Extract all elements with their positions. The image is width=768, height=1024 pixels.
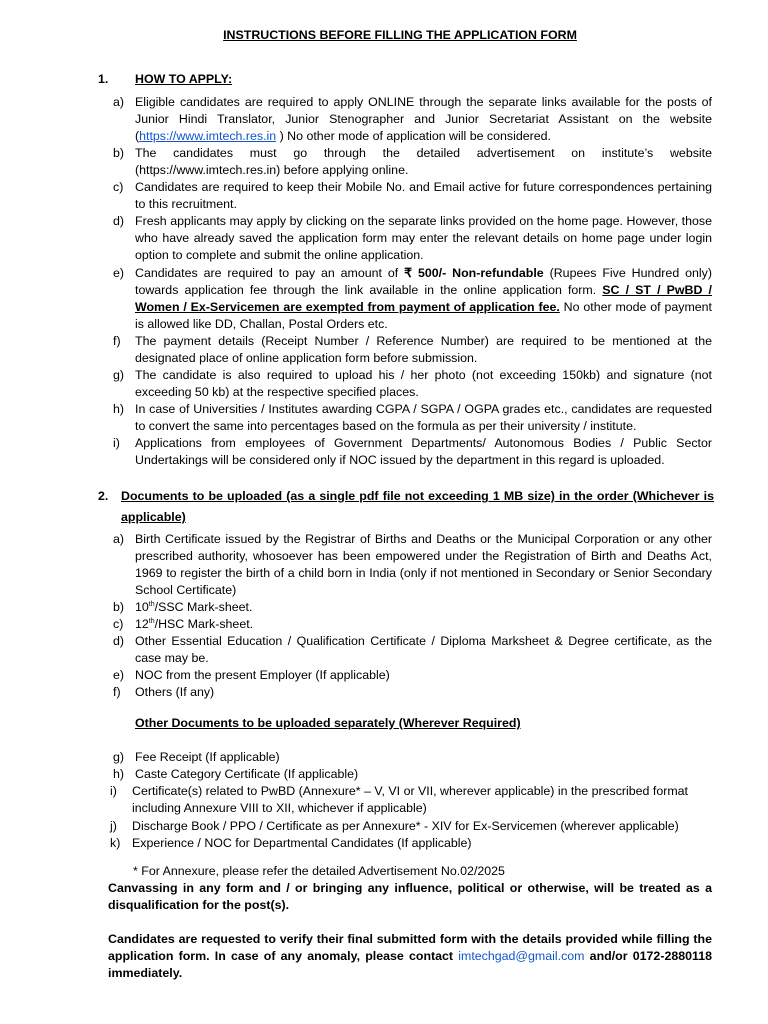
canvassing-warning: Canvassing in any form and / or bringing any influence, political or otherwise, will be treated as a disqualification for the post(s). bbox=[108, 881, 712, 912]
list-item: b) The candidates must go through the detailed advertisement on institute’s website (https://www.imtech.res.in) before applying online. bbox=[113, 146, 712, 177]
verification-notice: Candidates are requested to verify their final submitted form with the details provided while filling the application form. In case of any anomaly, please contact imtechgad@gmail.com and/or 0172-2880118 immediately. bbox=[108, 932, 712, 980]
list-item: e) NOC from the present Employer (If applicable) bbox=[113, 668, 390, 682]
other-documents-heading: Other Documents to be uploaded separately (Wherever Required) bbox=[135, 716, 521, 730]
list-item: d) Other Essential Education / Qualification Certificate / Diploma Marksheet & Degree certificate, as the case may be. bbox=[113, 634, 712, 665]
website-link[interactable]: https://www.imtech.res.in bbox=[139, 129, 277, 143]
list-item: f) The payment details (Receipt Number / Reference Number) are required to be mentioned at the designated place of online application form before submission. bbox=[113, 334, 712, 365]
section-number: 2. bbox=[98, 489, 109, 503]
list-item: i) Certificate(s) related to PwBD (Annexure* – V, VI or VII, wherever applicable) in the prescribed format including Annexure VIII to XII, whichever if applicable) bbox=[110, 784, 688, 815]
list-item: g) Fee Receipt (If applicable) bbox=[113, 750, 280, 764]
list-item: h) Caste Category Certificate (If applicable) bbox=[113, 767, 359, 781]
list-item: b) 10th/SSC Mark-sheet. bbox=[113, 600, 253, 614]
annexure-note: * For Annexure, please refer the detailed Advertisement No.02/2025 bbox=[133, 864, 505, 878]
section-1-heading bbox=[98, 71, 718, 88]
list-item: a) Birth Certificate issued by the Registrar of Births and Deaths or the Municipal Corporation or any other prescribed authority, whosoever has been empowered under the Registration of Birth and Deaths Act, 1969 to register the birth of a child born in India (only if not mentioned in Secondary or Senior Secondary School Certificate) bbox=[113, 532, 712, 597]
list-item: j) Discharge Book / PPO / Certificate as per Annexure* - XIV for Ex-Servicemen (wherever applicable) bbox=[110, 819, 679, 833]
list-item: c) Candidates are required to keep their Mobile No. and Email active for future correspondences pertaining to this recruitment. bbox=[113, 180, 712, 211]
section-title: HOW TO APPLY: bbox=[135, 72, 233, 86]
contact-email-link[interactable]: imtechgad@gmail.com bbox=[458, 949, 585, 963]
section-number: 1. bbox=[98, 72, 109, 86]
list-item: e) Candidates are required to pay an amount of ₹ 500/- Non-refundable (Rupees Five Hundred only) towards application fee through the link available in the online application form. SC / ST / PwBD / Women / Ex-Servicemen are exempted from payment of application fee. No other mode of payment is allowed like DD, Challan, Postal Orders etc. bbox=[113, 266, 712, 331]
list-item: f) Others (If any) bbox=[113, 685, 215, 699]
list-item: d) Fresh applicants may apply by clicking on the separate links provided on the home page. However, those who have already saved the application form may enter the relevant details on home page under login option to complete and submit the online application. bbox=[113, 214, 712, 262]
list-item: c) 12th/HSC Mark-sheet. bbox=[113, 617, 254, 631]
section-2-heading bbox=[98, 486, 714, 528]
section-title: Documents to be uploaded (as a single pdf file not exceeding 1 MB size) in the order (Whichever is applicable) bbox=[121, 489, 714, 524]
fee-amount: ₹ 500/- Non-refundable bbox=[404, 266, 544, 280]
fee-exemption: SC / ST / PwBD / Women / Ex-Servicemen are exempted from payment of application fee. bbox=[135, 283, 712, 314]
list-item: i) Applications from employees of Government Departments/ Autonomous Bodies / Public Sector Undertakings will be considered only if NOC issued by the department in this regard is uploaded. bbox=[113, 436, 712, 467]
list-item: g) The candidate is also required to upload his / her photo (not exceeding 150kb) and signature (not exceeding 50 kb) at the respective specified places. bbox=[113, 368, 712, 399]
list-item: a) Eligible candidates are required to apply ONLINE through the separate links available for the posts of Junior Hindi Translator, Junior Stenographer and Junior Secretariat Assistant on the website (https://www.imtech.res.in ) No other mode of application will be considered. bbox=[113, 95, 712, 143]
page-title: INSTRUCTIONS BEFORE FILLING THE APPLICATION FORM bbox=[223, 28, 577, 42]
list-item: k) Experience / NOC for Departmental Candidates (If applicable) bbox=[110, 836, 472, 850]
list-item: h) In case of Universities / Institutes awarding CGPA / SGPA / OGPA grades etc., candidates are requested to convert the same into percentages based on the formula as per their university / institute. bbox=[113, 402, 712, 433]
